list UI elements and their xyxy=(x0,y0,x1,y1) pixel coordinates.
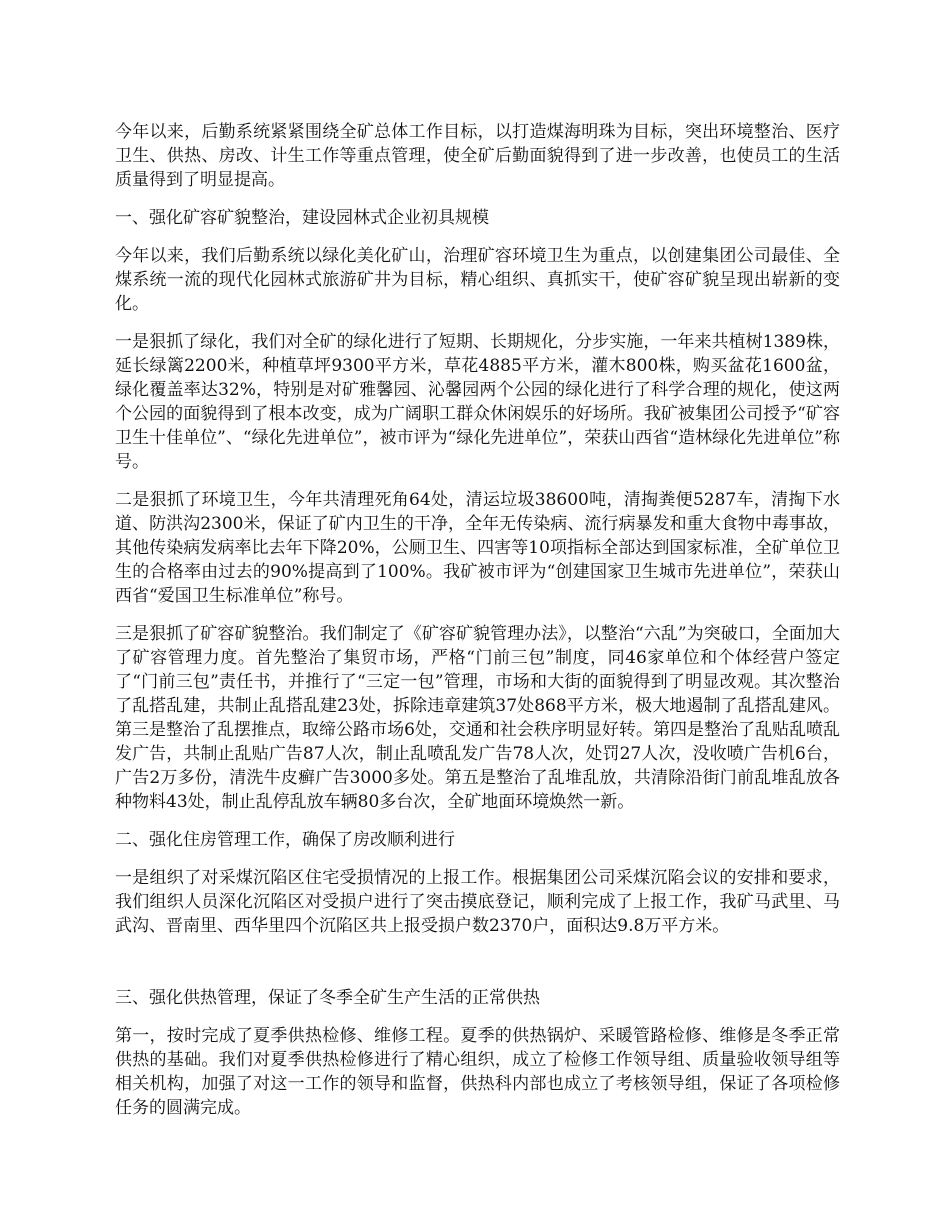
section1-paragraph-2: 一是狠抓了绿化，我们对全矿的绿化进行了短期、长期规化，分步实施，一年来共植树1389株，延长绿篱2200米，种植草坪9300平方米，草花4885平方米，灌木800株，购买盆花1600盆，绿化覆盖率达32%，特别是对矿雅馨园、沁馨园两个公园的绿化进行了科学合理的规化，使这两个公园的面貌得到了根本改变，成为广阔职工群众休闲娱乐的好场所。我矿被集团公司授予“矿容卫生十佳单位”、“绿化先进单位”，被市评为“绿化先进单位”，荣获山西省“造林绿化先进单位”称号。 xyxy=(115,332,840,472)
section3-heading: 三、强化供热管理，保证了冬季全矿生产生活的正常供热 xyxy=(115,988,540,1008)
section3-paragraph-1: 第一，按时完成了夏季供热检修、维修工程。夏季的供热锅炉、采暖管路检修、维修是冬季正常供热的基础。我们对夏季供热检修进行了精心组织，成立了检修工作领导组、质量验收领导组等相关机构，加强了对这一工作的领导和监督，供热科内部也成立了考核领导组，保证了各项检修任务的圆满完成。 xyxy=(115,1026,840,1118)
document-page xyxy=(115,120,840,1120)
section1-heading: 一、强化矿容矿貌整治，建设园林式企业初具规模 xyxy=(115,208,489,228)
section1-paragraph-1: 今年以来，我们后勤系统以绿化美化矿山，治理矿容环境卫生为重点，以创建集团公司最佳、全煤系统一流的现代化园林式旅游矿井为目标，精心组织、真抓实干，使矿容矿貌呈现出崭新的变化。 xyxy=(115,246,840,314)
section1-paragraph-4: 三是狠抓了矿容矿貌整治。我们制定了《矿容矿貌管理办法》，以整治“六乱”为突破口，全面加大了矿容管理力度。首先整治了集贸市场，严格“门前三包”制度，同46家单位和个体经营户签定了“门前三包”责任书，并推行了“三定一包”管理，市场和大街的面貌得到了明显改观。其次整治了乱搭乱建，共制止乱搭乱建23处，拆除违章建筑37处868平方米，极大地遏制了乱搭乱建风。第三是整治了乱摆推点，取缔公路市场6处，交通和社会秩序明显好转。第四是整治了乱贴乱喷乱发广告，共制止乱贴广告87人次，制止乱喷乱发广告78人次，处罚27人次，没收喷广告机6台，广告2万多份，清洗牛皮癣广告3000多处。第五是整治了乱堆乱放，共清除沿街门前乱堆乱放各种物料43处，制止乱停乱放车辆80多台次，全矿地面环境焕然一新。 xyxy=(115,624,840,812)
section2-heading: 二、强化住房管理工作，确保了房改顺利进行 xyxy=(115,830,455,850)
intro-paragraph: 今年以来，后勤系统紧紧围绕全矿总体工作目标，以打造煤海明珠为目标，突出环境整治、医疗卫生、供热、房改、计生工作等重点管理，使全矿后勤面貌得到了进一步改善，也使员工的生活质量得到了明显提高。 xyxy=(115,122,840,190)
section1-paragraph-3: 二是狠抓了环境卫生，今年共清理死角64处，清运垃圾38600吨，清掏粪便5287车，清掏下水道、防洪沟2300米，保证了矿内卫生的干净，全年无传染病、流行病暴发和重大食物中毒事故，其他传染病发病率比去年下降20%，公厕卫生、四害等10项指标全部达到国家标准，全矿单位卫生的合格率由过去的90%提高到了100%。我矿被市评为“创建国家卫生城市先进单位”，荣获山西省“爱国卫生标准单位”称号。 xyxy=(115,490,840,606)
section2-paragraph-1: 一是组织了对采煤沉陷区住宅受损情况的上报工作。根据集团公司采煤沉陷会议的安排和要求，我们组织人员深化沉陷区对受损户进行了突击摸底登记，顺利完成了上报工作，我矿马武里、马武沟、晋南里、西华里四个沉陷区共上报受损户数2370户，面积达9.8万平方米。 xyxy=(115,868,840,936)
